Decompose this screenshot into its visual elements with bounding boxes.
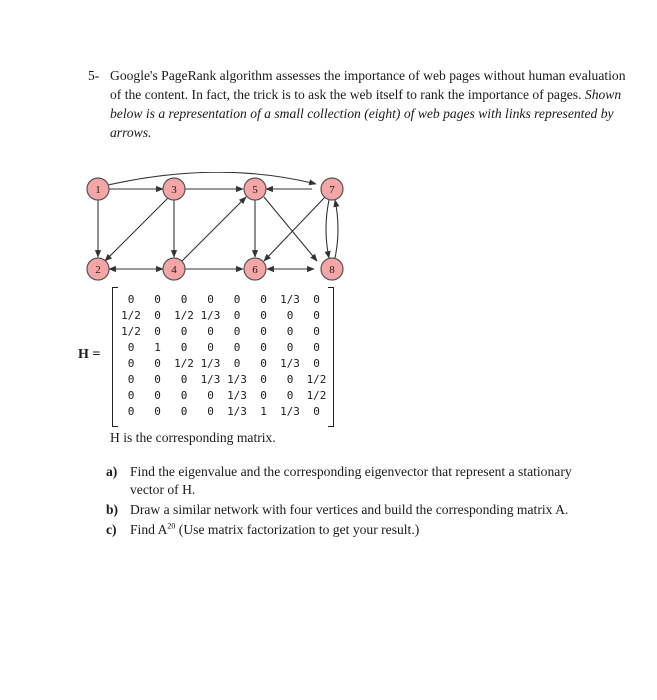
matrix-cell: 1/3 [280,405,300,418]
matrix-cell: 0 [154,357,161,370]
matrix-cell: 1/2 [174,357,194,370]
matrix-cell: 0 [260,357,267,370]
matrix-cell: 1/2 [306,389,327,402]
matrix-cell: 0 [233,293,241,306]
edge-1-7 [108,172,316,185]
matrix-cell: 0 [207,325,214,338]
node-7-label: 7 [329,184,335,196]
edge-4-5 [182,197,246,261]
node-1-label: 1 [95,184,101,196]
question-c [106,521,606,539]
matrix-cell: 0 [127,405,135,418]
matrix-cell: 0 [180,389,188,402]
matrix-cell: 0 [127,389,135,402]
matrix-cell: 0 [313,309,320,322]
matrix-cell: 0 [233,309,241,322]
matrix-cell: 0 [127,357,135,370]
problem-text: Google's PageRank algorithm assesses the importance of web pages without human evaluation of the content. In fact, the trick is to ask the web itself to rank the importance of pages. [110,68,626,102]
matrix-cell: 1/3 [200,373,221,386]
matrix-cell: 0 [180,341,188,354]
matrix-cell: 0 [233,325,241,338]
matrix-cell: 0 [260,293,267,306]
problem-body [110,66,628,142]
matrix-cell: 0 [154,389,161,402]
link-graph [80,172,370,287]
question-c-text-post: (Use matrix factorization to get your result.) [175,522,420,537]
matrix-cell: 1/3 [227,373,247,386]
matrix-cell: 1 [154,341,161,354]
matrix-row [118,308,328,323]
matrix-row [118,340,328,355]
matrix-cell: 0 [260,309,267,322]
matrix-row [118,324,328,339]
node-8-label: 8 [329,264,335,276]
question-a [106,463,606,499]
matrix-cell: 0 [286,389,294,402]
matrix-cell: 0 [154,405,161,418]
edge-8-7 [335,200,338,258]
matrix-cell: 1/2 [121,325,141,338]
matrix-cell: 0 [207,389,214,402]
matrix-cell: 0 [180,373,188,386]
question-b-text: Draw a similar network with four vertices and build the corresponding matrix A. [130,502,569,517]
matrix-h [112,287,334,425]
matrix-cell: 0 [127,341,135,354]
matrix-cell: 1/3 [280,293,300,306]
matrix-cell: 0 [207,405,214,418]
matrix-cell: 1 [260,405,267,418]
matrix-cell: 1/2 [121,309,141,322]
matrix-cell: 0 [154,309,161,322]
matrix-cell: 0 [313,357,320,370]
question-b [106,501,606,519]
matrix-cell: 0 [260,325,267,338]
matrix-cell: 0 [233,357,241,370]
matrix-cell: 0 [233,341,241,354]
matrix-cell: 0 [207,341,214,354]
matrix-cell: 0 [313,325,320,338]
question-c-exponent: 20 [167,521,176,531]
matrix-cell: 0 [313,341,320,354]
matrix-cell: 0 [260,373,267,386]
matrix-cell: 0 [154,373,161,386]
matrix-cell: 1/3 [227,389,247,402]
node-3-label: 3 [171,184,177,196]
matrix-cell: 0 [180,325,188,338]
matrix-caption: H is the corresponding matrix. [110,430,276,445]
matrix-cell: 1/3 [200,357,221,370]
node-2-label: 2 [95,264,101,276]
matrix-cell: 1/2 [174,309,194,322]
matrix-cell: 0 [286,373,294,386]
matrix-cell: 0 [313,293,320,306]
matrix-cell: 0 [154,325,161,338]
matrix-cell: 0 [127,373,135,386]
edge-7-8 [326,200,329,258]
question-c-label: c) [106,522,117,537]
matrix-cell: 0 [260,389,267,402]
matrix-cell: 1/2 [306,373,327,386]
matrix-row [118,372,328,387]
questions-list [106,463,606,541]
matrix-cell: 0 [127,293,135,306]
edge-3-2 [105,198,168,261]
matrix-cell: 1/3 [227,405,247,418]
matrix-cell: 0 [180,405,188,418]
matrix-cell: 0 [207,293,214,306]
question-b-label: b) [106,502,119,517]
matrix-cell: 0 [286,341,294,354]
matrix-cell: 0 [180,293,188,306]
node-4-label: 4 [171,264,177,276]
matrix-row [118,292,328,307]
problem-statement [88,66,628,142]
matrix-cell: 0 [154,293,161,306]
matrix-cell: 0 [313,405,320,418]
matrix-cell: 1/3 [200,309,221,322]
matrix-cell: 0 [286,309,294,322]
matrix-cell: 0 [260,341,267,354]
question-a-label: a) [106,464,118,479]
matrix-cell: 1/3 [280,357,300,370]
node-5-label: 5 [252,184,258,196]
matrix-label: H = [78,347,101,362]
edge-5-8 [264,197,317,261]
matrix-row [118,404,328,419]
question-c-text-pre: Find A [130,522,168,537]
matrix-row [118,388,328,403]
node-6-label: 6 [252,264,258,276]
problem-italic-text: Shown below is a representation of a small collection (eight) of web pages with links represented by arrows. [110,87,622,140]
problem-number: 5- [88,68,100,83]
edge-7-6 [264,196,326,261]
question-a-text: Find the eigenvalue and the corresponding eigenvector that represent a stationary vector of H. [130,464,572,497]
matrix-cell: 0 [286,325,294,338]
matrix-row [118,356,328,371]
